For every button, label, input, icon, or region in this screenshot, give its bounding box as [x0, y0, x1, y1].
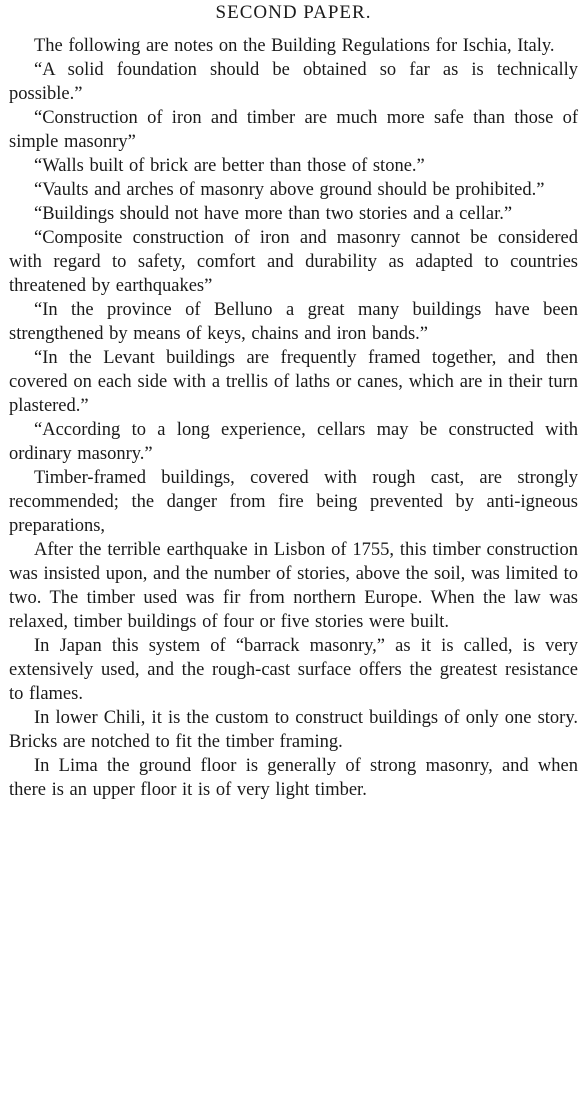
paragraph-lisbon: After the terrible earthquake in Lisbon of 1755, this timber construction was insisted upon, and the number of stories, above the soil, was limited to two. The timber used was fir from northern Europe. When the law was relaxed, timber buildings of four or five stories were built. — [9, 540, 578, 632]
paragraph-iron-timber: “Construction of iron and timber are much more safe than those of simple masonry” — [9, 108, 578, 152]
paragraph-lima: In Lima the ground floor is generally of strong masonry, and when there is an upper floor it is of very light timber. — [9, 756, 578, 800]
paragraph-composite: “Composite construction of iron and masonry cannot be considered with regard to safety, comfort and durability as adapted to countries threatened by earthquakes” — [9, 228, 578, 296]
paragraph-intro: The following are notes on the Building Regulations for Ischia, Italy. — [34, 36, 555, 56]
paragraph-timber-framed: Timber-framed buildings, covered with rough cast, are strongly recommended; the danger from fire being prevented by anti-igneous preparations, — [9, 468, 578, 536]
paragraph-chili: In lower Chili, it is the custom to construct buildings of only one story. Bricks are notched to fit the timber framing. — [9, 708, 578, 752]
paragraph-vaults-arches: “Vaults and arches of masonry above ground should be prohibited.” — [34, 180, 545, 200]
paragraph-japan: In Japan this system of “barrack masonry,” as it is called, is very extensively used, and the rough-cast surface offers the greatest resistance to flames. — [9, 636, 578, 704]
paragraph-levant: “In the Levant buildings are frequently framed together, and then covered on each side with a trellis of laths or canes, which are in their turn plastered.” — [9, 348, 578, 416]
paragraph-cellars: “According to a long experience, cellars may be constructed with ordinary masonry.” — [9, 420, 578, 464]
paragraph-foundation: “A solid foundation should be obtained so far as is technically possible.” — [9, 60, 578, 104]
paragraph-stories: “Buildings should not have more than two stories and a cellar.” — [34, 204, 513, 224]
paragraph-brick-walls: “Walls built of brick are better than those of stone.” — [34, 156, 425, 176]
section-heading: SECOND PAPER. — [215, 2, 372, 23]
paragraph-belluno: “In the province of Belluno a great many buildings have been strengthened by means of keys, chains and iron bands.” — [9, 300, 578, 344]
